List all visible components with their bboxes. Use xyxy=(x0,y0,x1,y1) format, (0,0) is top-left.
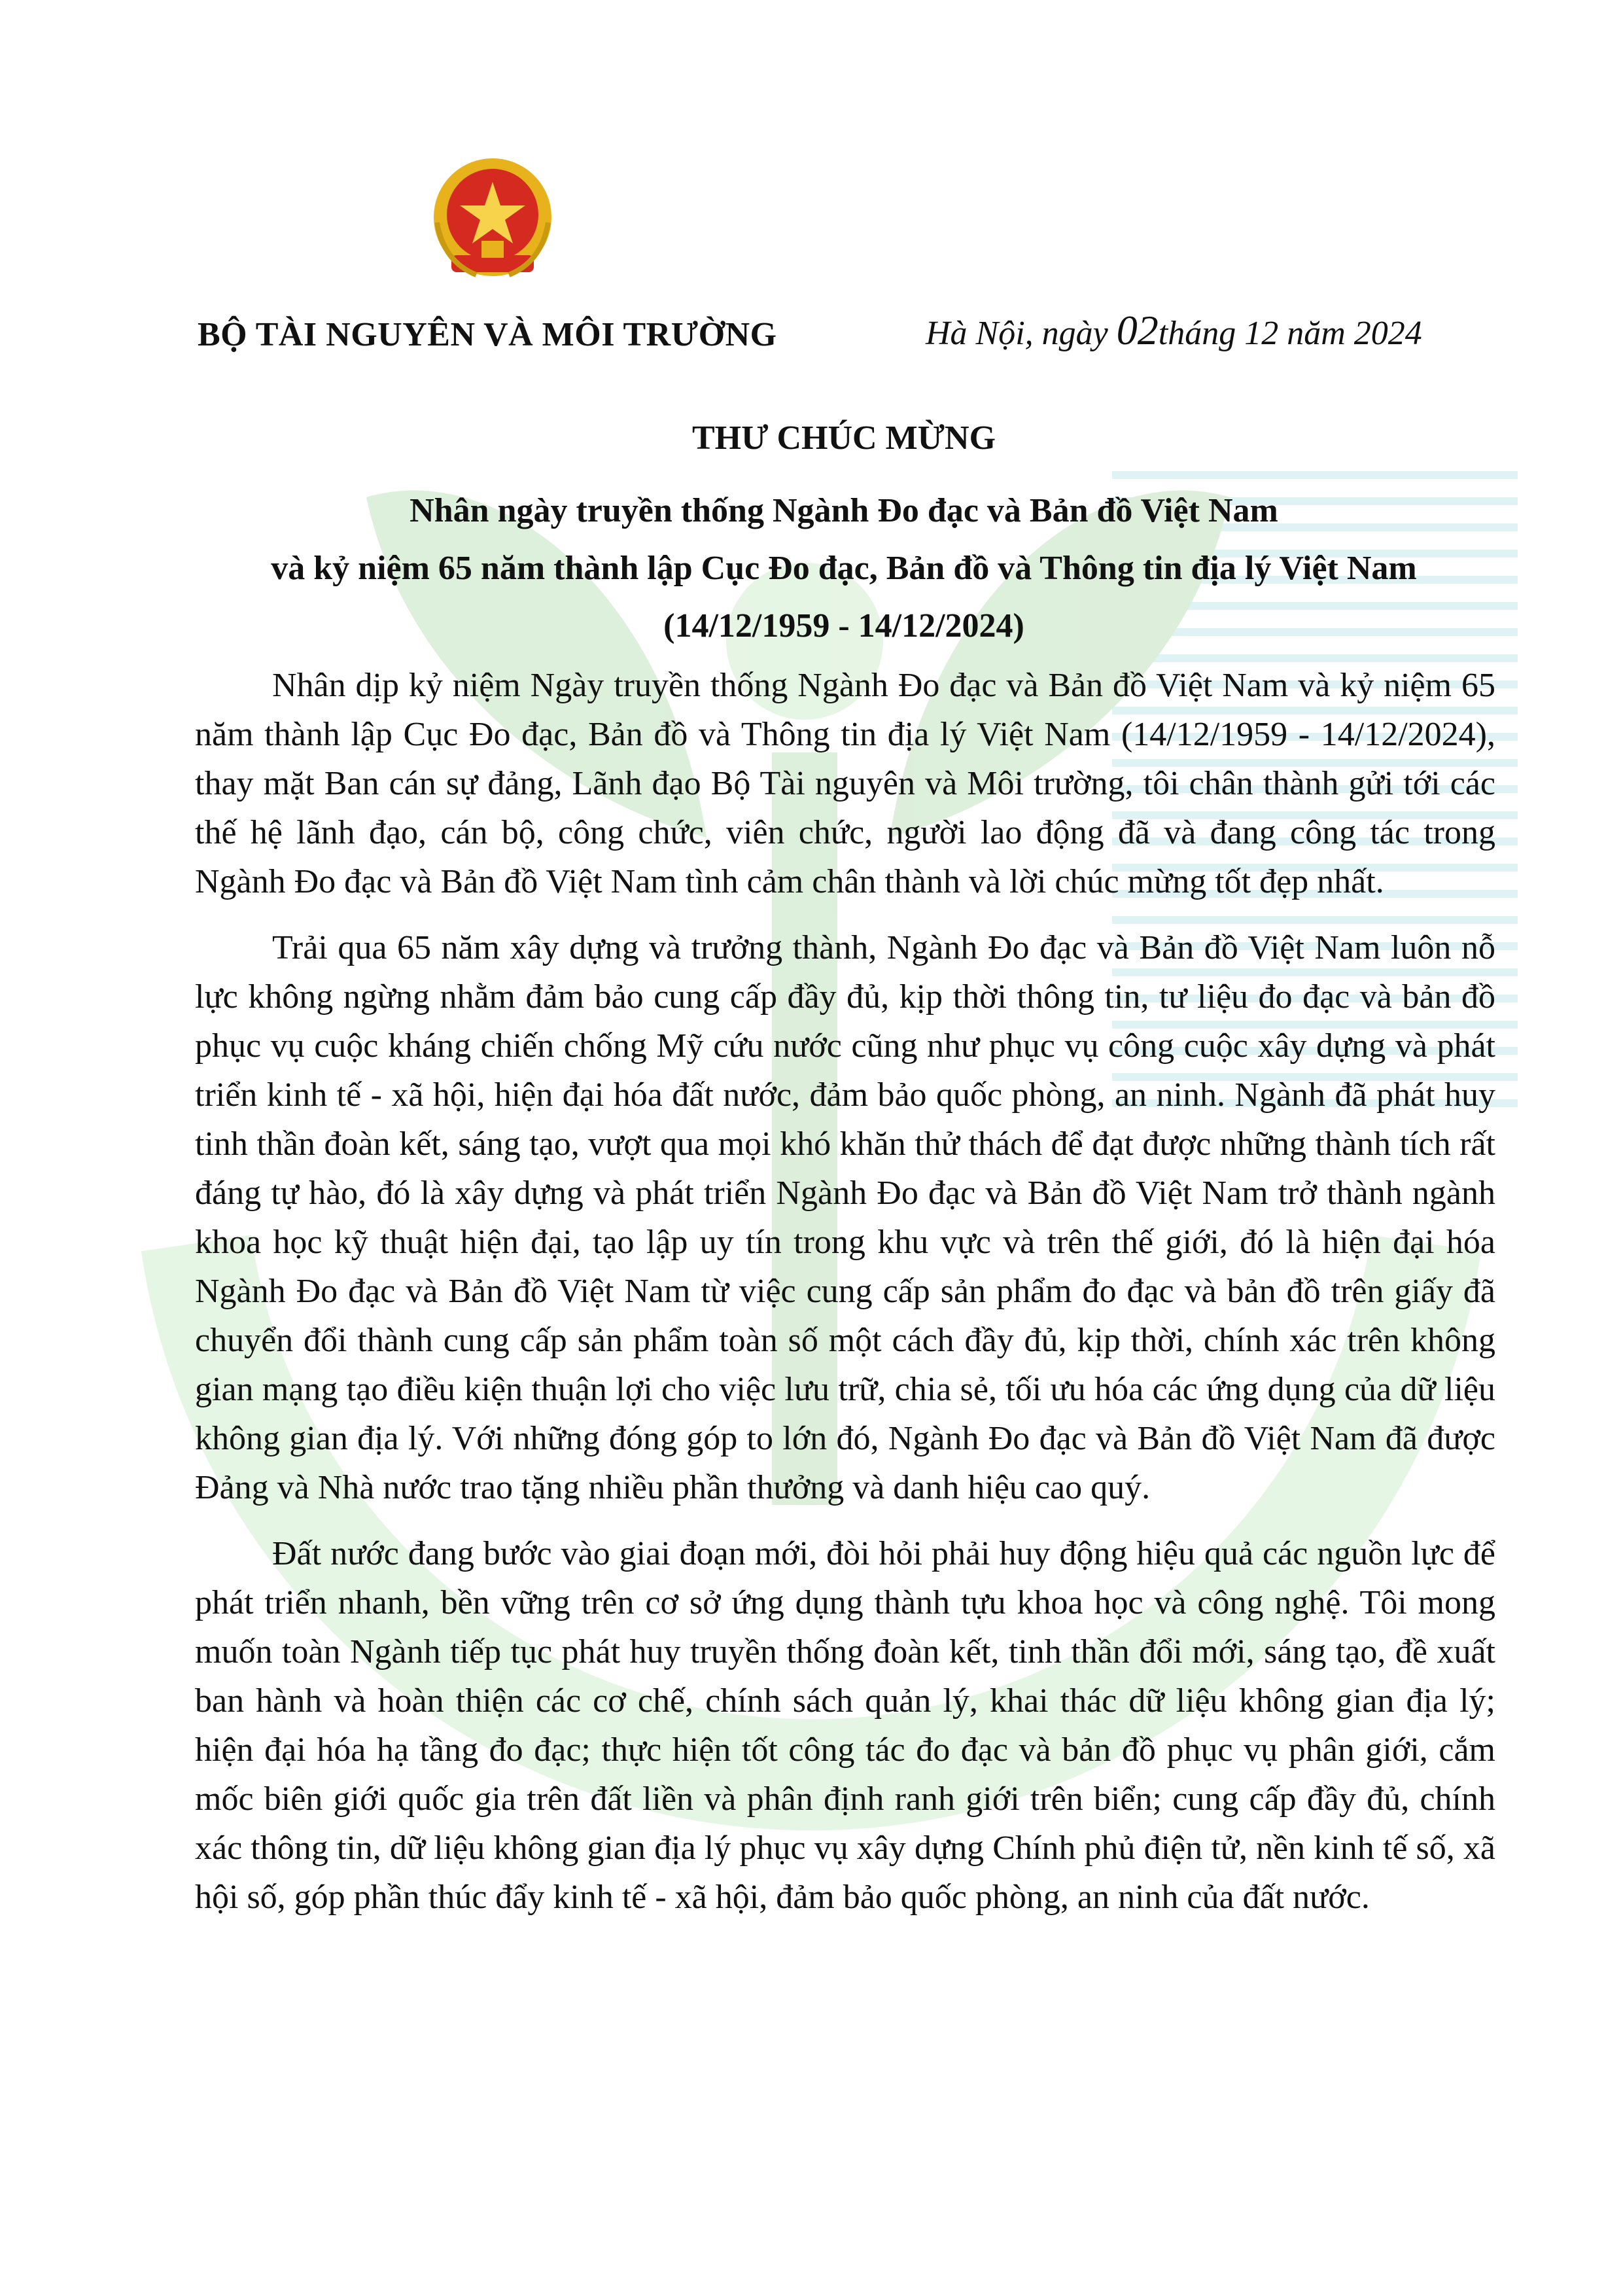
letter-body xyxy=(195,661,1495,1939)
subtitle-line-3: (14/12/1959 - 14/12/2024) xyxy=(663,607,1024,645)
issue-date xyxy=(926,306,1422,355)
national-emblem xyxy=(424,157,561,288)
body-paragraph-1: Nhân dịp kỷ niệm Ngày truyền thống Ngành Đo đạc và Bản đồ Việt Nam và kỷ niệm 65 năm thành lập Cục Đo đạc, Bản đồ và Thông tin địa lý Việt Nam (14/12/1959 - 14/12/2024), thay mặt Ban cán sự đảng, Lãnh đạo Bộ Tài nguyên và Môi trường, tôi chân thành gửi tới các thế hệ lãnh đạo, cán bộ, công chức, viên chức, người lao động đã và đang công tác trong Ngành Đo đạc và Bản đồ Việt Nam tình cảm chân thành và lời chúc mừng tốt đẹp nhất. xyxy=(195,667,1495,900)
body-paragraph-3: Đất nước đang bước vào giai đoạn mới, đòi hỏi phải huy động hiệu quả các nguồn lực để phát triển nhanh, bền vững trên cơ sở ứng dụng thành tựu khoa học và công nghệ. Tôi mong muốn toàn Ngành tiếp tục phát huy truyền thống đoàn kết, tinh thần đổi mới, sáng tạo, đề xuất ban hành và hoàn thiện các cơ chế, chính sách quản lý, khai thác dữ liệu không gian địa lý; hiện đại hóa hạ tầng đo đạc; thực hiện tốt công tác đo đạc và bản đồ phục vụ phân giới, cắm mốc biên giới quốc gia trên đất liền và phân định ranh giới trên biển; cung cấp đầy đủ, chính xác thông tin, dữ liệu không gian địa lý phục vụ xây dựng Chính phủ điện tử, nền kinh tế số, xã hội số, góp phần thúc đẩy kinh tế - xã hội, đảm bảo quốc phòng, an ninh của đất nước. xyxy=(195,1535,1495,1916)
date-day: 02 xyxy=(1116,307,1159,353)
subtitle-line-1: Nhân ngày truyền thống Ngành Đo đạc và Bản đồ Việt Nam xyxy=(410,492,1278,529)
body-paragraph-2: Trải qua 65 năm xây dựng và trưởng thành, Ngành Đo đạc và Bản đồ Việt Nam luôn nỗ lực không ngừng nhằm đảm bảo cung cấp đầy đủ, kịp thời thông tin, tư liệu đo đạc và bản đồ phục vụ cuộc kháng chiến chống Mỹ cứu nước cũng như phục vụ công cuộc xây dựng và phát triển kinh tế - xã hội, hiện đại hóa đất nước, đảm bảo quốc phòng, an ninh. Ngành đã phát huy tinh thần đoàn kết, sáng tạo, vượt qua mọi khó khăn thử thách để đạt được những thành tích rất đáng tự hào, đó là xây dựng và phát triển Ngành Đo đạc và Bản đồ Việt Nam trở thành ngành khoa học kỹ thuật hiện đại, tạo lập uy tín trong khu vực và trên thế giới, đó là hiện đại hóa Ngành Đo đạc và Bản đồ Việt Nam từ việc cung cấp sản phẩm đo đạc và bản đồ trên giấy đã chuyển đổi thành cung cấp sản phẩm toàn số một cách đầy đủ, kịp thời, chính xác trên không gian mạng tạo điều kiện thuận lợi cho việc lưu trữ, chia sẻ, tối ưu hóa các ứng dụng của dữ liệu không gian địa lý. Với những đóng góp to lớn đó, Ngành Đo đạc và Bản đồ Việt Nam đã được Đảng và Nhà nước trao tặng nhiều phần thưởng và danh hiệu cao quý. xyxy=(195,929,1495,1506)
date-prefix: Hà Nội, ngày xyxy=(926,315,1117,352)
date-suffix: tháng 12 năm 2024 xyxy=(1158,315,1422,352)
letter-heading xyxy=(196,419,1492,655)
ministry-name: BỘ TÀI NGUYÊN VÀ MÔI TRƯỜNG xyxy=(198,316,777,353)
letter-title: THƯ CHÚC MỪNG xyxy=(691,419,996,457)
subtitle-line-2: và kỷ niệm 65 năm thành lập Cục Đo đạc, Bản đồ và Thông tin địa lý Việt Nam xyxy=(271,550,1417,587)
